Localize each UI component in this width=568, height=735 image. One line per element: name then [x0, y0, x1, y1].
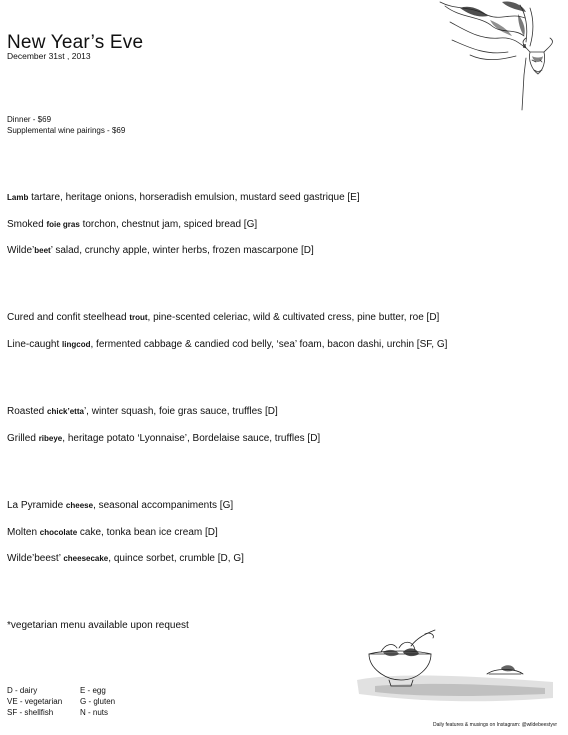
instagram-footer: Daily features & musings on Instagram: @wildebeestyvr: [432, 722, 557, 728]
wine-pairing-price: Supplemental wine pairings - $69: [7, 126, 126, 135]
legend-item: N - nuts: [80, 708, 109, 717]
menu-item-key-ingredient: chick’etta: [47, 407, 84, 416]
legend-item: VE - vegetarian: [7, 697, 63, 706]
menu-item: La Pyramide cheese, seasonal accompaniments [G]: [7, 500, 234, 511]
menu-item: Cured and confit steelhead trout, pine-scented celeriac, wild & cultivated cress, pine butter, roe [D]: [7, 312, 440, 323]
menu-item-key-ingredient: cheese: [65, 501, 94, 510]
menu-item: Wilde’beet’ salad, crunchy apple, winter herbs, frozen mascarpone [D]: [7, 245, 314, 256]
menu-item: Molten chocolate cake, tonka bean ice cream [D]: [7, 527, 218, 538]
menu-item: Line-caught lingcod, fermented cabbage & candied cod belly, ‘sea’ foam, bacon dashi, urchin [SF, G]: [7, 339, 448, 350]
legend-item: D - dairy: [7, 686, 38, 695]
menu-item: Smoked foie gras torchon, chestnut jam, spiced bread [G]: [7, 219, 258, 230]
menu-item: Roasted chick’etta’, winter squash, foie gras sauce, truffles [D]: [7, 406, 278, 417]
legend-item: SF - shellfish: [7, 708, 54, 717]
menu-item-key-ingredient: lingcod: [62, 340, 91, 349]
menu-item-key-ingredient: cheesecake: [63, 554, 109, 563]
page-title: New Year’s Eve: [7, 32, 144, 53]
dinner-price: Dinner - $69: [7, 115, 52, 124]
menu-item-key-ingredient: beet: [34, 246, 51, 255]
menu-date: December 31st , 2013: [7, 51, 91, 61]
bowl-illustration: [355, 628, 555, 713]
menu-item: Lamb tartare, heritage onions, horseradish emulsion, mustard seed gastrique [E]: [7, 192, 360, 203]
menu-item-key-ingredient: chocolate: [39, 528, 78, 537]
menu-item: Wilde’beest’ cheesecake, quince sorbet, crumble [D, G]: [7, 553, 244, 564]
menu-item: Grilled ribeye, heritage potato ‘Lyonnaise’, Bordelaise sauce, truffles [D]: [7, 433, 321, 444]
vegetarian-note: *vegetarian menu available upon request: [7, 620, 189, 631]
menu-item-key-ingredient: foie gras: [46, 220, 80, 229]
legend-item: E - egg: [80, 686, 106, 695]
menu-item-key-ingredient: trout: [129, 313, 148, 322]
wildebeest-illustration: [430, 0, 568, 115]
menu-item-key-ingredient: Lamb: [7, 193, 29, 202]
menu-item-key-ingredient: ribeye: [38, 434, 63, 443]
legend-item: G - gluten: [80, 697, 116, 706]
